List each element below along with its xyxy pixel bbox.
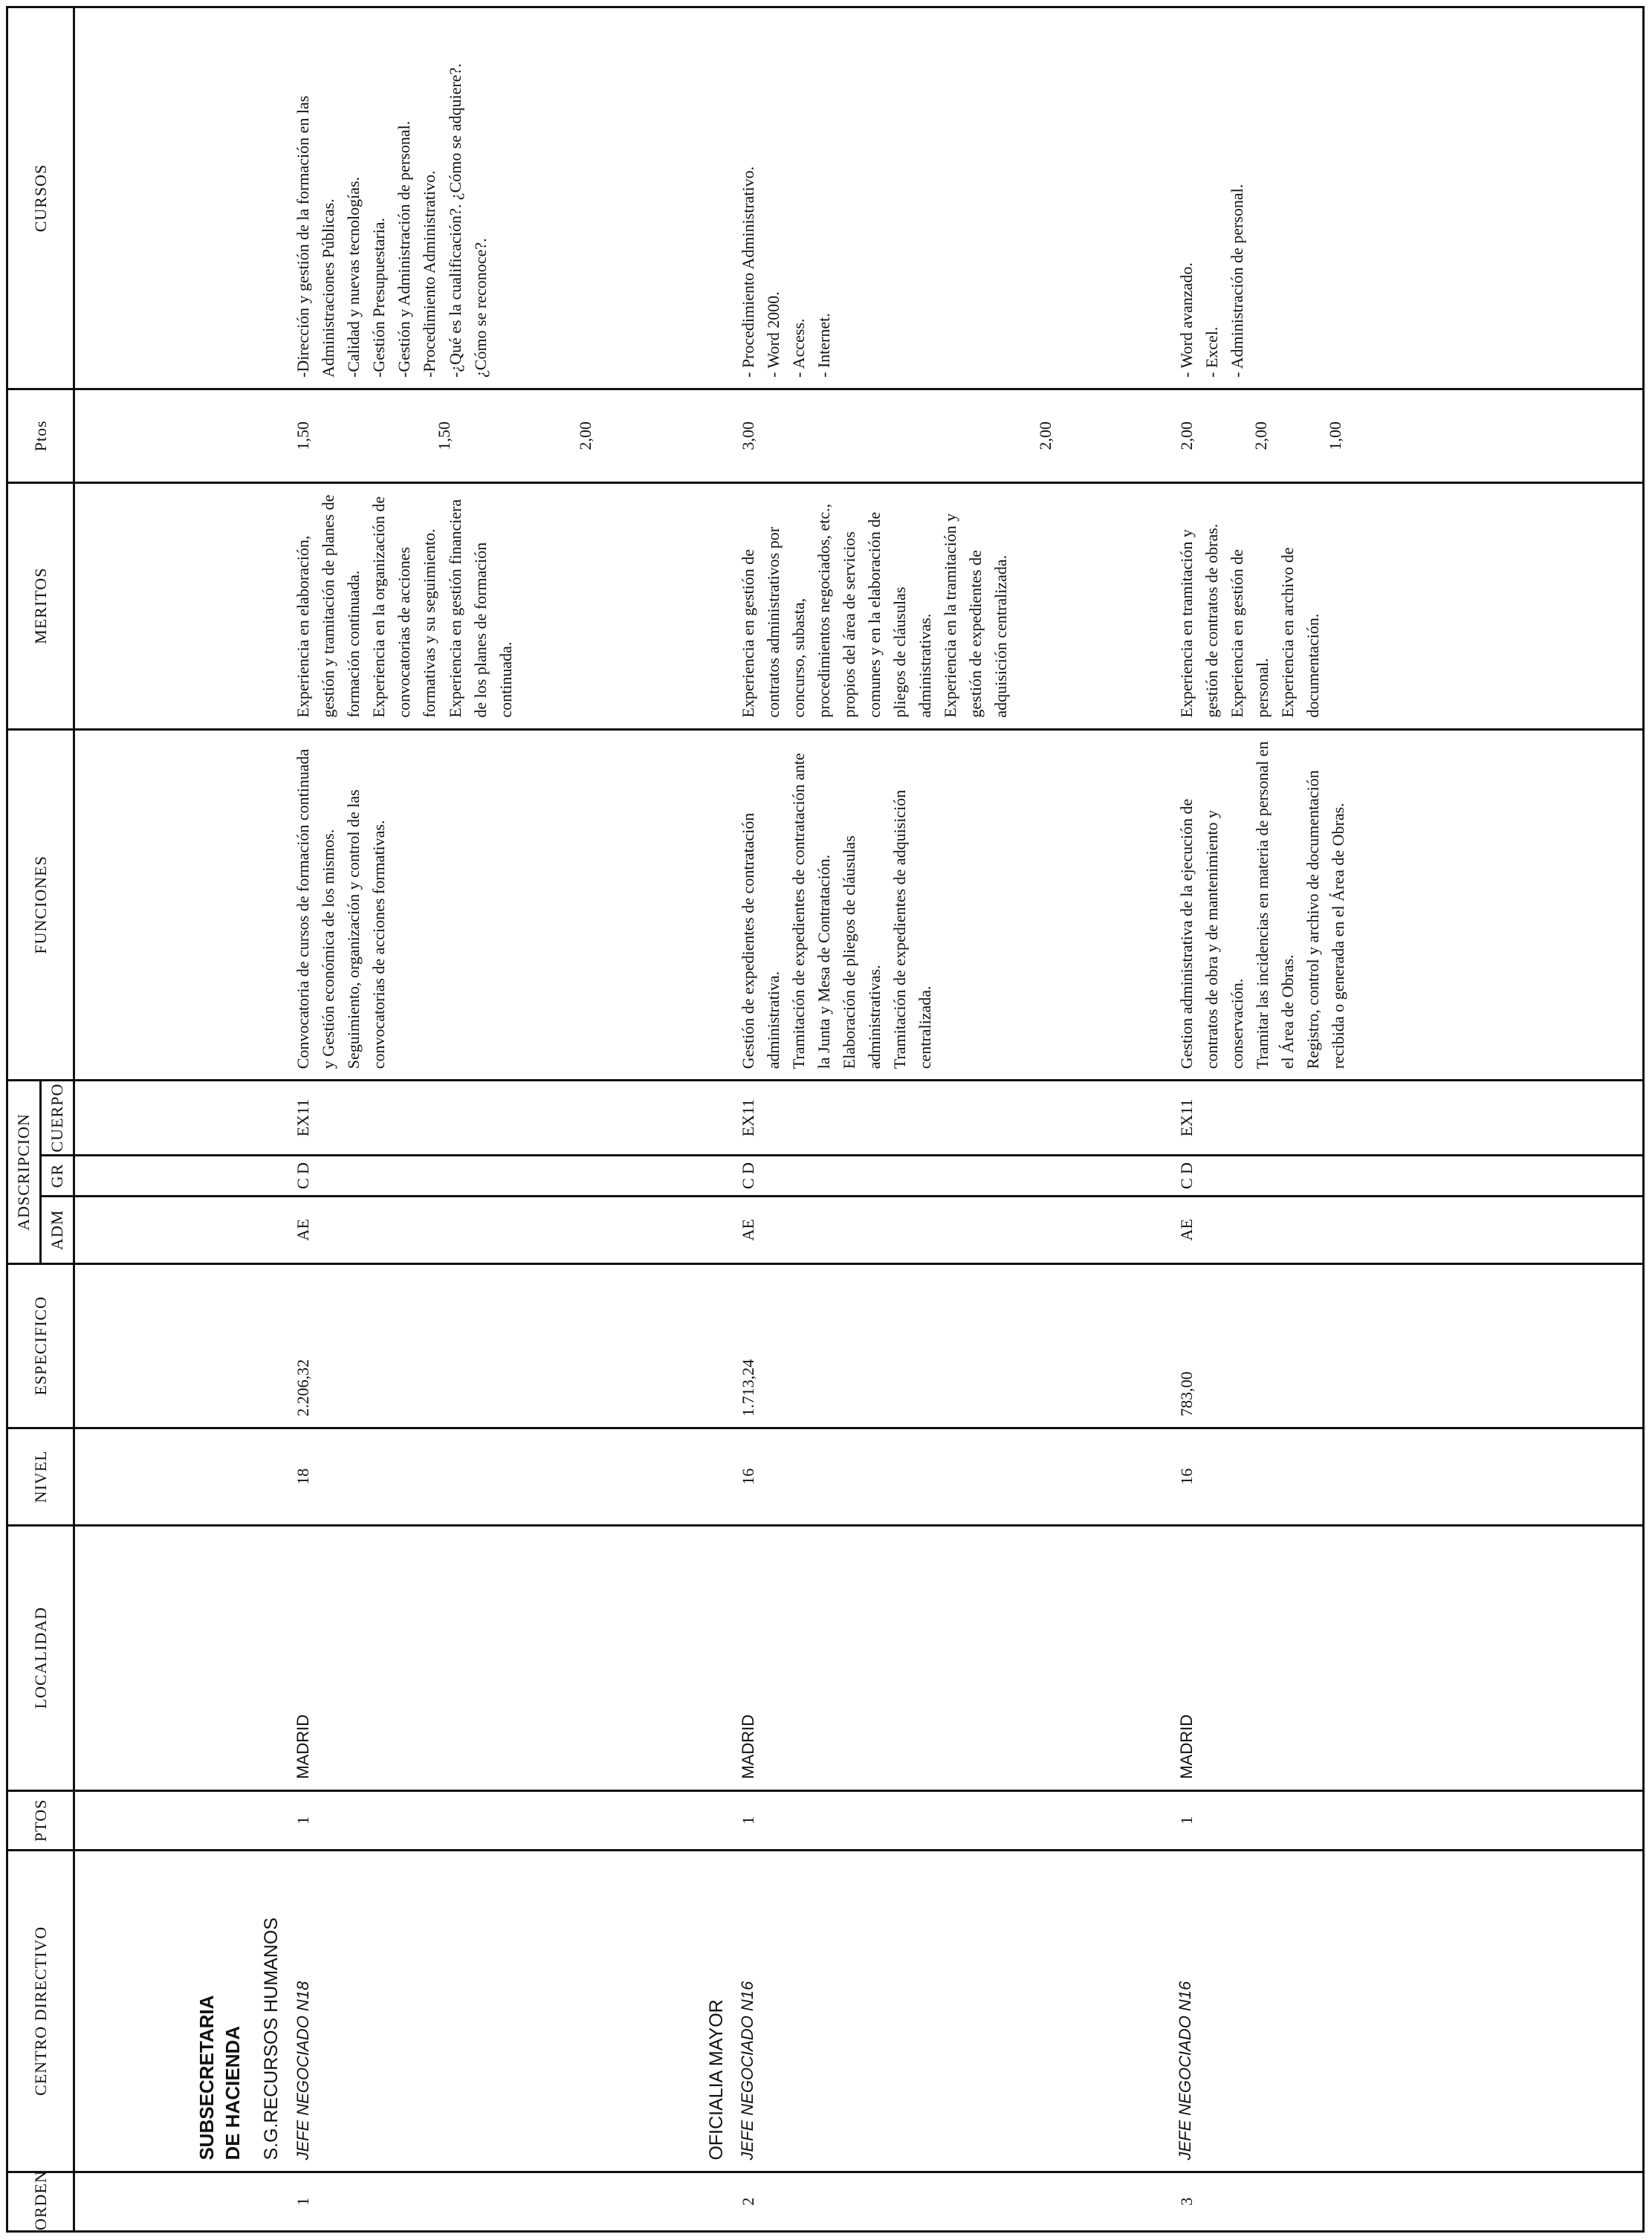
meritos-ptos-list: [684, 390, 1066, 482]
job-title: JEFE NEGOCIADO N16: [1175, 1981, 1194, 2160]
meritos-list: [75, 484, 526, 728]
merito-item: Experiencia en gestión de contratos administrativos por concurso, subasta, procedimientos negociados, etc., propios del área de servicios comunes y en la elaboración de pliegos de cláusulas administrativas.: [738, 503, 935, 718]
merito-item: Experiencia en elaboración, gestión y tramitación de planes de formación continuada.: [294, 494, 363, 718]
funcion-item: Tramitación de expedientes de contratación ante la Junta y Mesa de Contratación.: [788, 753, 833, 1069]
cursos-list: [1159, 8, 1257, 388]
curso-item: - Administración de personal.: [1227, 184, 1246, 378]
header-funciones: FUNCIONES: [7, 729, 74, 1081]
header-adscripcion: ADSCRIPCION: [7, 1081, 41, 1263]
especifico-value: 1.713,24: [738, 1359, 757, 1417]
job-title: JEFE NEGOCIADO N16: [738, 1981, 757, 2160]
header-ptos: PTOS: [7, 1790, 74, 1850]
localidad-value: MADRID: [1176, 1714, 1196, 1779]
orden-value: 3: [1176, 2197, 1196, 2206]
unit-subsecretaria: SUBSECRETARIA DE HACIENDA: [195, 1995, 244, 2160]
curso-item: -Procedimiento Administrativo.: [420, 170, 439, 378]
gr-value: C D: [294, 1162, 312, 1190]
job-title: JEFE NEGOCIADO N18: [293, 1981, 312, 2160]
merito-ptos: 3,00: [738, 421, 757, 450]
header-nivel: NIVEL: [7, 1428, 74, 1525]
table-row: [74, 7, 684, 2232]
curso-item: -Gestión Presupuestaria.: [369, 217, 389, 378]
localidad-value: MADRID: [738, 1714, 757, 1779]
funcion-item: Tramitar las incidencias en materia de personal en el Área de Obras.: [1252, 741, 1297, 1069]
table-row: [1159, 7, 1644, 2232]
especifico-value: 2.206,32: [294, 1359, 312, 1417]
header-meritos: MERITOS: [7, 482, 74, 729]
header-cuerpo: CUERPO: [41, 1081, 74, 1156]
ptos-value: 1: [294, 1816, 312, 1825]
curso-item: - Procedimiento Administrativo.: [738, 166, 757, 378]
table-row: [684, 7, 1159, 2232]
nivel-value: 16: [738, 1468, 757, 1485]
nivel-value: 18: [294, 1468, 312, 1485]
meritos-list: [1159, 484, 1334, 728]
funcion-item: Registro, control y archivo de documentación recibida o generada en el Área de Obras.: [1303, 770, 1348, 1069]
merito-item: Experiencia en la organización de convocatorias de acciones formativas y su seguimiento.: [369, 496, 439, 718]
funcion-item: Convocatoria de cursos de formación continuada y Gestión económica de los mismos.: [294, 748, 338, 1069]
cursos-list: [75, 8, 501, 388]
header-adm: ADM: [41, 1197, 74, 1264]
merito-item: Experiencia en gestión financiera de los planes de formación continuada.: [445, 499, 515, 718]
meritos-ptos-list: [75, 390, 606, 482]
unit-oficialia-mayor: OFICIALIA MAYOR: [705, 1999, 727, 2160]
merito-ptos: 1,50: [294, 421, 312, 450]
curso-item: - Excel.: [1202, 326, 1221, 378]
merito-item: Experiencia en archivo de documentación.: [1277, 547, 1322, 718]
merito-ptos: 1,50: [435, 421, 453, 450]
ptos-value: 1: [738, 1816, 757, 1825]
adm-value: AE: [1176, 1219, 1196, 1241]
positions-table: [6, 6, 1645, 2233]
nivel-value: 16: [1176, 1468, 1196, 1485]
merito-item: Experiencia en gestión de personal.: [1227, 548, 1272, 718]
funcion-item: Tramitación de expedientes de adquisición centralizada.: [890, 789, 935, 1069]
meritos-ptos-list: [1159, 390, 1355, 482]
curso-item: -¿Qué es la cualificación?. ¿Cómo se adquiere?. ¿Cómo se reconoce?.: [445, 63, 490, 378]
funcion-item: Seguimiento, organización y control de las convocatorias de acciones formativas.: [344, 789, 389, 1069]
funciones-list: [1159, 731, 1359, 1080]
orden-value: 2: [738, 2197, 757, 2206]
gr-value: C D: [738, 1162, 757, 1190]
curso-item: - Word avanzado.: [1176, 262, 1196, 378]
merito-item: Experiencia en tramitación y gestión de contratos de obras.: [1176, 523, 1221, 718]
curso-item: -Gestión y Administración de personal.: [395, 120, 414, 378]
funcion-item: Gestion administrativa de la ejecución de contratos de obra y de mantenimiento y conservación.: [1176, 798, 1246, 1069]
merito-item: Experiencia en la tramitación y gestión de expedientes de adquisición centralizada.: [941, 513, 1011, 718]
header-ptos-merito: Ptos: [7, 389, 74, 483]
funciones-list: [75, 731, 399, 1080]
header-cursos: CURSOS: [7, 7, 74, 389]
header-localidad: LOCALIDAD: [7, 1525, 74, 1790]
header-especifico: ESPECIFICO: [7, 1263, 74, 1428]
merito-ptos: 2,00: [1251, 421, 1270, 450]
cursos-list: [684, 8, 844, 388]
header-gr: GR: [41, 1155, 74, 1196]
funcion-item: Elaboración de pliegos de cláusulas administrativas.: [839, 835, 884, 1069]
adm-value: AE: [294, 1219, 312, 1241]
adm-value: AE: [738, 1219, 757, 1241]
funcion-item: Gestión de expedientes de contratación administrativa.: [738, 812, 783, 1069]
cuerpo-value: EX11: [738, 1098, 757, 1137]
header-orden: ORDEN: [7, 2172, 74, 2231]
merito-ptos: 1,00: [1325, 421, 1344, 450]
curso-item: - Internet.: [814, 313, 833, 378]
funciones-list: [684, 731, 946, 1080]
curso-item: - Word 2000.: [763, 291, 783, 378]
meritos-list: [684, 484, 1022, 728]
especifico-value: 783,00: [1176, 1371, 1196, 1417]
curso-item: - Access.: [788, 318, 808, 378]
curso-item: -Calidad y nuevas tecnologías.: [344, 176, 363, 378]
merito-ptos: 2,00: [1035, 421, 1055, 450]
cuerpo-value: EX11: [294, 1098, 312, 1137]
merito-ptos: 2,00: [576, 421, 595, 450]
unit-sg-recursos-humanos: S.G.RECURSOS HUMANOS: [261, 1917, 282, 2160]
cuerpo-value: EX11: [1176, 1098, 1196, 1137]
ptos-value: 1: [1176, 1816, 1196, 1825]
localidad-value: MADRID: [294, 1714, 312, 1779]
gr-value: C D: [1176, 1162, 1196, 1190]
orden-value: 1: [294, 2197, 312, 2206]
curso-item: -Dirección y gestión de la formación en las Administraciones Públicas.: [294, 95, 338, 378]
header-centro-directivo: CENTRO DIRECTIVO: [7, 1851, 74, 2172]
merito-ptos: 2,00: [1176, 421, 1196, 450]
